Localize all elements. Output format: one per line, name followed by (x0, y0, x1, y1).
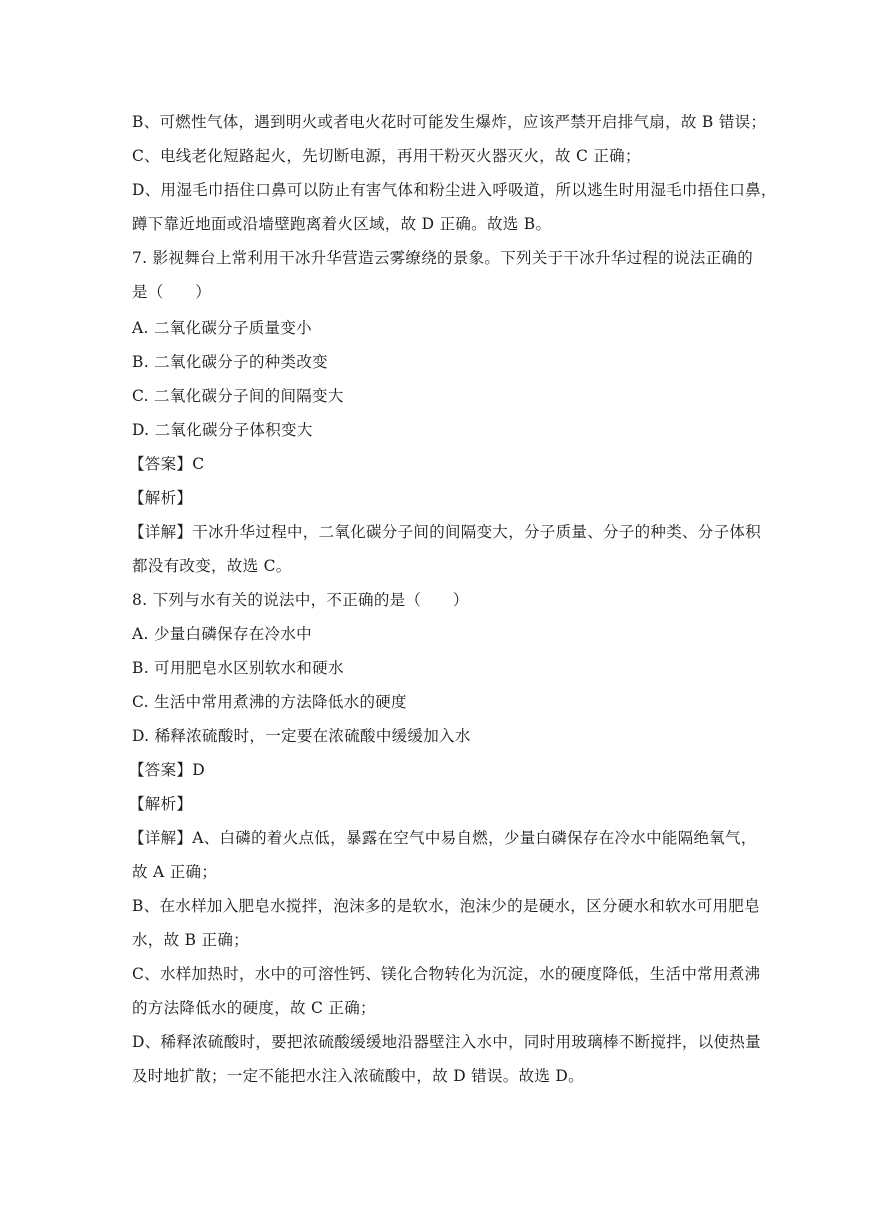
text-line: B、在水样加入肥皂水搅拌，泡沫多的是软水，泡沫少的是硬水，区分硬水和软水可用肥皂 (132, 897, 760, 915)
text-line: 蹲下靠近地面或沿墙壁跑离着火区域，故 D 正确。故选 B。 (132, 215, 552, 233)
option-a: A. 二氧化碳分子质量变小 (132, 319, 312, 337)
detail-text-cont: 都没有改变，故选 C。 (132, 557, 292, 575)
option-d: D. 稀释浓硫酸时，一定要在浓硫酸中缓缓加入水 (132, 727, 471, 745)
text-line: 水，故 B 正确； (132, 931, 249, 949)
question-7-stem: 7. 影视舞台上常利用干冰升华营造云雾缭绕的景象。下列关于干冰升华过程的说法正确的 (132, 249, 754, 267)
option-c: C. 生活中常用煮沸的方法降低水的硬度 (132, 693, 407, 711)
analysis-label: 【解析】 (129, 489, 193, 507)
answer-label: 【答案】D (129, 761, 205, 779)
option-c: C. 二氧化碳分子间的间隔变大 (132, 387, 344, 405)
detail-text: 【详解】A、白磷的着火点低，暴露在空气中易自燃，少量白磷保存在冷水中能隔绝氧气， (129, 829, 757, 847)
text-line: C、电线老化短路起火，先切断电源，再用干粉灭火器灭火，故 C 正确； (132, 147, 641, 165)
option-b: B. 二氧化碳分子的种类改变 (132, 353, 328, 371)
text-line: 的方法降低水的硬度，故 C 正确； (132, 999, 376, 1017)
detail-text-cont: 故 A 正确； (132, 863, 218, 881)
question-7-stem-cont: 是（ ） (132, 283, 212, 301)
text-line: D、稀释浓硫酸时，要把浓硫酸缓缓地沿器壁注入水中，同时用玻璃棒不断搅拌，以使热量 (132, 1033, 761, 1051)
option-a: A. 少量白磷保存在冷水中 (132, 625, 312, 643)
text-line: D、用湿毛巾捂住口鼻可以防止有害气体和粉尘进入呼吸道，所以逃生时用湿毛巾捂住口鼻， (132, 181, 777, 199)
question-8-stem: 8. 下列与水有关的说法中，不正确的是（ ） (132, 591, 469, 609)
analysis-label: 【解析】 (129, 795, 193, 813)
option-b: B. 可用肥皂水区别软水和硬水 (132, 659, 344, 677)
text-line: B、可燃性气体，遇到明火或者电火花时可能发生爆炸，应该严禁开启排气扇，故 B 错误； (132, 113, 767, 131)
detail-text: 【详解】干冰升华过程中，二氧化碳分子间的间隔变大，分子质量、分子的种类、分子体积 (129, 523, 762, 541)
text-line: 及时地扩散；一定不能把水注入浓硫酸中，故 D 错误。故选 D。 (132, 1067, 584, 1085)
option-d: D. 二氧化碳分子体积变大 (132, 421, 313, 439)
answer-label: 【答案】C (129, 455, 205, 473)
text-line: C、水样加热时，水中的可溶性钙、镁化合物转化为沉淀，水的硬度降低，生活中常用煮沸 (132, 965, 761, 983)
